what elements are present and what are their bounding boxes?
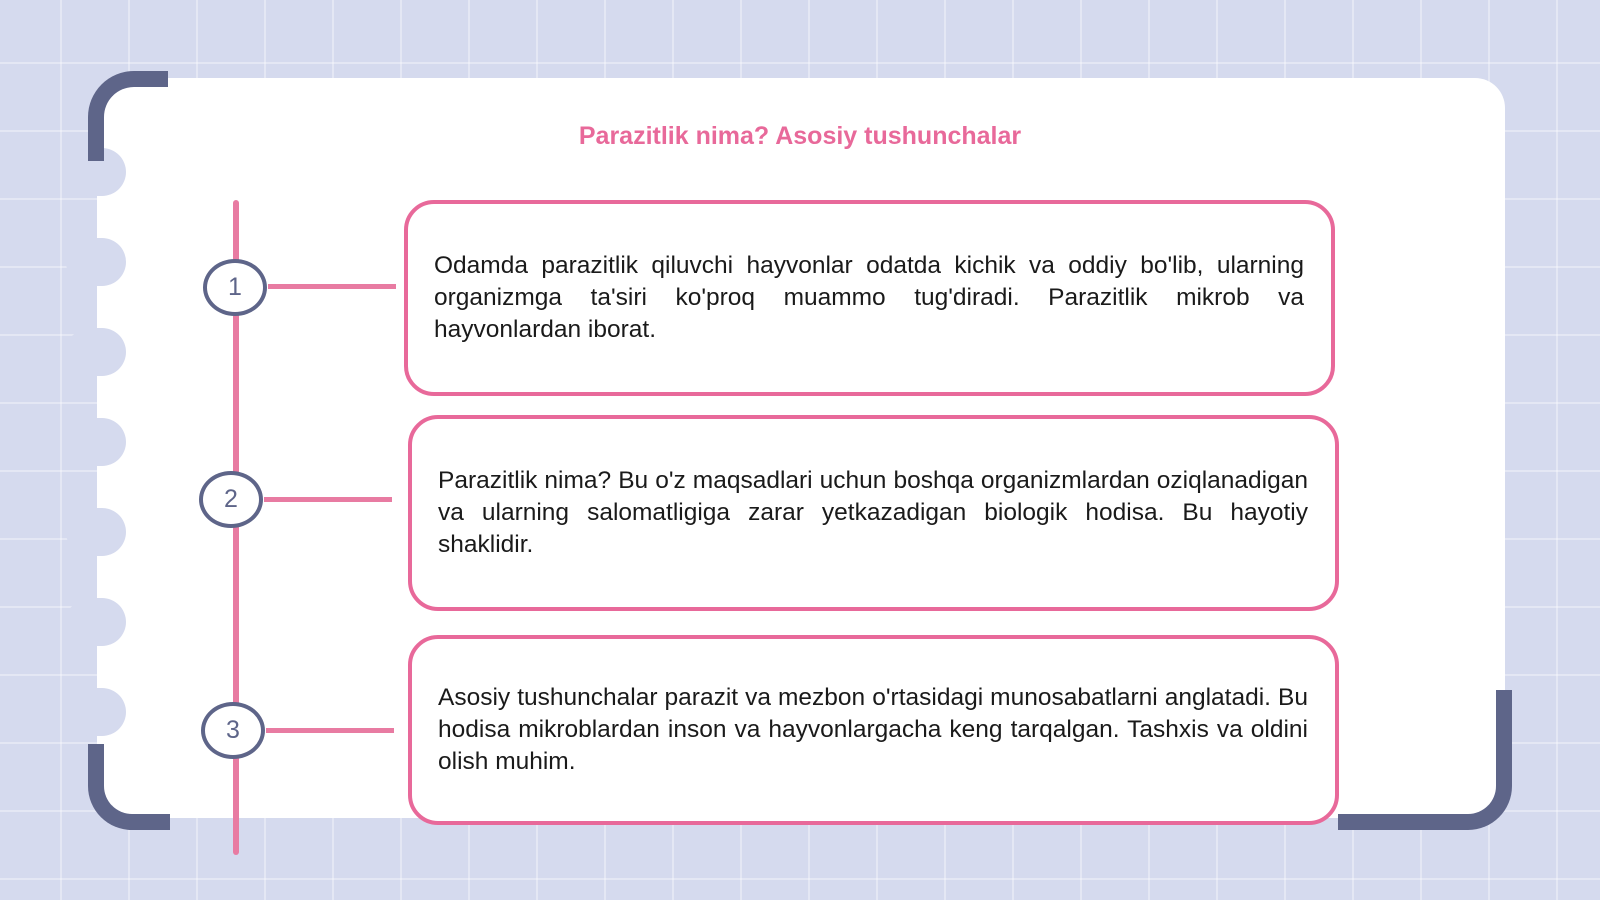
- slide-title: Parazitlik nima? Asosiy tushunchalar: [578, 122, 1022, 150]
- step-number: 2: [224, 485, 238, 513]
- text-box: [404, 200, 1335, 396]
- step-number-circle: [201, 702, 265, 759]
- text-box-content: Parazitlik nima? Bu o'z maqsadlari uchun boshqa organizmlardan oziqlanadigan va ularning salomatligiga zarar yetkazadigan biologik hodisa. Bu hayotiy shaklidir.: [438, 467, 1308, 558]
- corner-bracket-bottom-right: [1338, 690, 1512, 830]
- notebook-hole: [66, 508, 126, 556]
- notebook-hole: [66, 238, 126, 286]
- text-box: [408, 635, 1339, 825]
- timeline-connector: [264, 497, 392, 502]
- notebook-hole: [66, 328, 126, 376]
- step-number: 3: [226, 716, 240, 744]
- timeline-connector: [268, 284, 396, 289]
- text-box-content: Odamda parazitlik qiluvchi hayvonlar odatda kichik va oddiy bo'lib, ularning organizmga ta'siri ko'proq muammo tug'diradi. Parazitlik mikrob va hayvonlardan iborat.: [434, 252, 1304, 343]
- notebook-hole: [66, 598, 126, 646]
- corner-bracket-bottom-left: [88, 744, 170, 830]
- text-box-content: Asosiy tushunchalar parazit va mezbon o'rtasidagi munosabatlarni anglatadi. Bu hodisa mikroblardan inson va hayvonlargacha keng tarqalgan. Tashxis va oldini olish muhim.: [438, 684, 1308, 775]
- notebook-hole: [66, 418, 126, 466]
- text-box: [408, 415, 1339, 611]
- step-number-circle: [203, 259, 267, 316]
- step-number: 1: [228, 273, 242, 301]
- step-number-circle: [199, 471, 263, 528]
- timeline-connector: [266, 728, 394, 733]
- corner-bracket-top-left: [88, 71, 168, 161]
- notebook-hole: [66, 688, 126, 736]
